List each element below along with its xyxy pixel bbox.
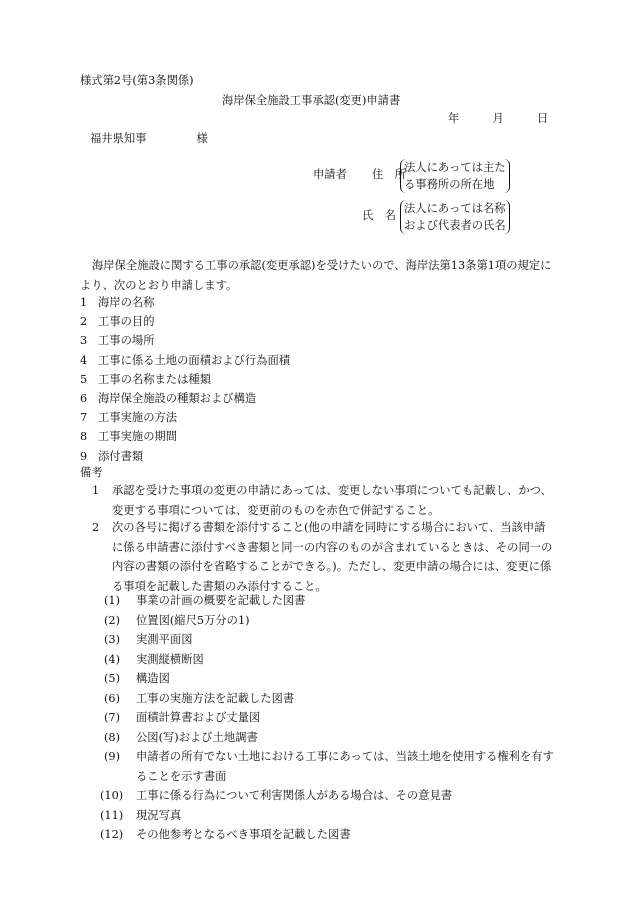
item-text: 工事の場所 [98,334,155,348]
remark-text: 承認を受けた事項の変更の申請にあっては、変更しない事項についても記載し、かつ、変更する事項については、変更前のものを赤色で併記すること。 [112,484,552,517]
name-label: 氏 名 [362,209,396,222]
subitem-number: (5) [104,672,121,685]
subitem-number: (11) [100,808,124,822]
subitem-text: 申請者の所有でない土地における工事にあっては、当該土地を使用する権利を有することを示す書面 [136,750,554,783]
item-text: 工事実施の期間 [98,430,178,444]
subitem-text: 構造図 [136,672,170,685]
list-item [100,786,555,806]
item-number: 5 [80,372,88,386]
date-year: 年 [448,112,460,125]
subitem-text: 実測平面図 [136,633,193,646]
subitem-text: 位置図(縮尺5万分の1) [136,613,250,627]
subitem-text: 現況写真 [136,808,182,822]
list-item [80,351,290,370]
addressee: 福井県知事 [90,132,147,145]
list-item [80,408,290,427]
date-line [448,111,548,127]
list-item [80,427,290,446]
name-note [400,200,510,234]
list-item [80,389,290,408]
subitem-number: (3) [104,633,121,646]
item-text: 工事実施の方法 [98,411,178,425]
item-number: 1 [80,296,88,309]
item-number: 4 [80,353,88,367]
application-items [80,293,290,466]
form-number: 様式第2号(第3条関係) [80,74,194,87]
list-item [100,669,555,689]
subitem-number: (12) [100,828,124,841]
list-item [80,293,290,312]
date-month: 月 [492,112,504,125]
subitem-text: 事業の計画の概要を記載した図書 [136,594,306,607]
statement-text: 海岸保全施設に関する工事の承認(変更承認)を受けたいので、海岸法第13条第1項の規定により、次のとおり申請します。 [80,259,552,292]
address-note [400,159,510,193]
name-note-line2: および代表者の氏名 [404,219,506,232]
attachment-list [100,591,555,845]
item-number: 7 [80,411,88,425]
honorific: 様 [196,132,208,145]
subitem-number: (10) [100,789,124,802]
subitem-number: (9) [104,750,121,763]
list-item [100,689,555,709]
item-number: 3 [80,334,88,348]
item-text: 添付書類 [98,449,144,463]
address-note-line1: 法人にあっては主た [404,161,506,174]
item-text: 工事に係る土地の面積および行為面積 [98,353,291,367]
list-item [80,447,290,466]
list-item [80,331,290,350]
subitem-text: 工事の実施方法を記載した図書 [136,691,295,705]
list-item [80,370,290,389]
list-item [100,591,555,611]
list-item [100,630,555,650]
list-item [100,728,555,748]
address-note-line2: る事務所の所在地 [404,178,495,191]
subitem-number: (1) [104,594,121,607]
remarks-heading: 備考 [80,466,103,479]
item-text: 工事の名称または種類 [98,372,211,386]
item-number: 9 [80,449,88,463]
list-item [80,312,290,331]
subitem-number: (4) [104,652,121,666]
item-number: 2 [80,315,88,329]
subitem-text: 面積計算書および丈量図 [136,711,261,724]
item-number: 6 [80,391,88,405]
item-text: 海岸保全施設の種類および構造 [98,391,257,405]
remark-number: 1 [92,484,100,497]
subitem-text: 公図(写)および土地調書 [136,730,258,744]
document-title: 海岸保全施設工事承認(変更)申請書 [222,94,401,107]
address-label: 住 所 [372,168,406,181]
list-item [100,611,555,631]
date-day: 日 [537,112,549,125]
name-note-line1: 法人にあっては名称 [404,202,506,215]
addressee-line [90,131,208,147]
remark-1 [92,481,554,520]
remark-text: 次の各号に掲げる書類を添付すること(他の申請を同時にする場合において、当該申請に係る申請書に添付すべき書類と同一の内容のものが含まれているときは、その同一の内容の書類の添付を省略することができる。)。ただし、変更申請の場合には、変更に係る事項を記載した書類のみ添付すること。 [112,521,553,593]
item-number: 8 [80,430,88,444]
list-item [100,708,555,728]
application-statement [80,256,554,295]
list-item [100,806,555,826]
subitem-text: その他参考となるべき事項を記載した図書 [136,828,351,841]
subitem-number: (7) [104,711,121,724]
subitem-number: (8) [104,730,121,744]
subitem-number: (6) [104,691,121,705]
list-item [100,825,555,845]
item-text: 工事の目的 [98,315,155,329]
list-item [100,747,555,786]
applicant-label: 申請者 [313,168,347,181]
subitem-text: 実測縦横断図 [136,652,204,666]
remark-2 [92,518,554,596]
subitem-text: 工事に係る行為について利害関係人がある場合は、その意見書 [136,789,453,802]
subitem-number: (2) [104,613,121,627]
remark-number: 2 [92,521,100,534]
list-item [100,650,555,670]
item-text: 海岸の名称 [98,296,155,309]
